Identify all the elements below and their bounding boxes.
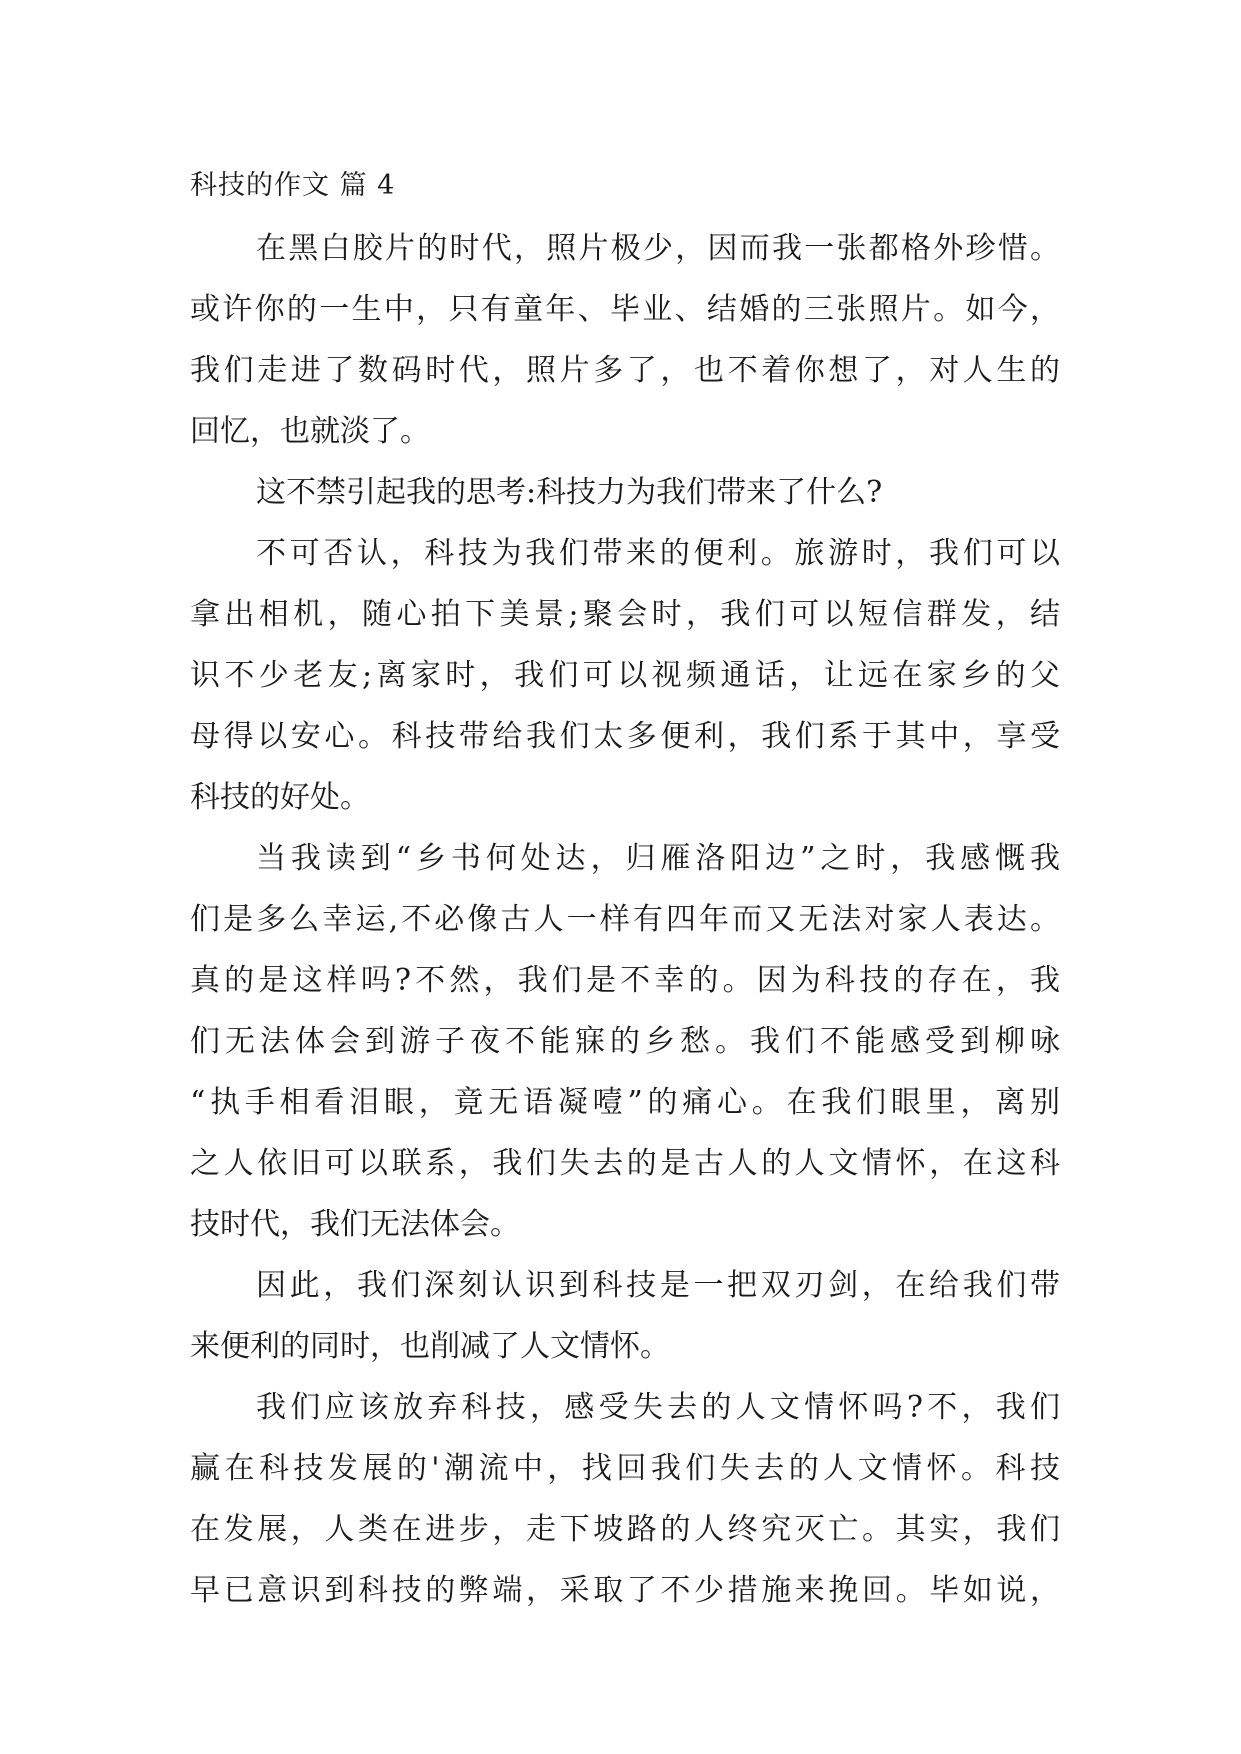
text-line: 拿出相机，随心拍下美景;聚会时，我们可以短信群发，结 [190, 597, 1060, 632]
text-line: 母得以安心。科技带给我们太多便利，我们系于其中，享受 [190, 719, 1060, 754]
text-line: 真的是这样吗?不然，我们是不幸的。因为科技的存在，我 [190, 963, 1060, 998]
text-line: 在发展，人类在进步，走下坡路的人终究灭亡。其实，我们 [190, 1512, 1060, 1547]
paragraph [190, 1255, 1060, 1377]
text-line: 之人依旧可以联系，我们失去的是古人的人文情怀，在这科 [190, 1146, 1060, 1181]
paragraph [190, 462, 1060, 523]
text-line: 我们应该放弃科技，感受失去的人文情怀吗?不，我们 [256, 1390, 1060, 1425]
text-line: 来便利的同时，也削减了人文情怀。 [190, 1329, 670, 1364]
text-line: 因此，我们深刻认识到科技是一把双刃剑，在给我们带 [256, 1268, 1060, 1303]
paragraph [190, 828, 1060, 1255]
text-line: 当我读到“乡书何处达，归雁洛阳边”之时，我感慨我 [256, 841, 1060, 876]
text-line: 们是多么幸运,不必像古人一样有四年而又无法对家人表达。 [190, 902, 1060, 937]
text-line: 不可否认，科技为我们带来的便利。旅游时，我们可以 [256, 536, 1060, 571]
text-line: 早已意识到科技的弊端，采取了不少措施来挽回。毕如说， [190, 1573, 1060, 1608]
text-line: 们无法体会到游子夜不能寐的乡愁。我们不能感受到柳咏 [190, 1024, 1060, 1059]
paragraph [190, 523, 1060, 828]
text-line: “执手相看泪眼，竟无语凝噎”的痛心。在我们眼里，离别 [190, 1085, 1060, 1120]
paragraph [190, 1377, 1060, 1621]
paragraph [190, 218, 1060, 462]
text-line: 在黑白胶片的时代，照片极少，因而我一张都格外珍惜。 [256, 231, 1060, 266]
text-line: 或许你的一生中，只有童年、毕业、结婚的三张照片。如今， [190, 292, 1060, 327]
text-line: 我们走进了数码时代，照片多了，也不着你想了，对人生的 [190, 353, 1060, 388]
document-body [190, 218, 1060, 1621]
text-line: 科技的好处。 [190, 780, 370, 815]
text-line: 技时代，我们无法体会。 [190, 1207, 520, 1242]
text-line: 这不禁引起我的思考:科技力为我们带来了什么? [256, 475, 883, 510]
text-line: 识不少老友;离家时，我们可以视频通话，让远在家乡的父 [190, 658, 1060, 693]
text-line: 赢在科技发展的'潮流中，找回我们失去的人文情怀。科技 [190, 1451, 1060, 1486]
text-line: 回忆，也就淡了。 [190, 414, 430, 449]
document-title: 科技的作文 篇 4 [190, 170, 396, 201]
